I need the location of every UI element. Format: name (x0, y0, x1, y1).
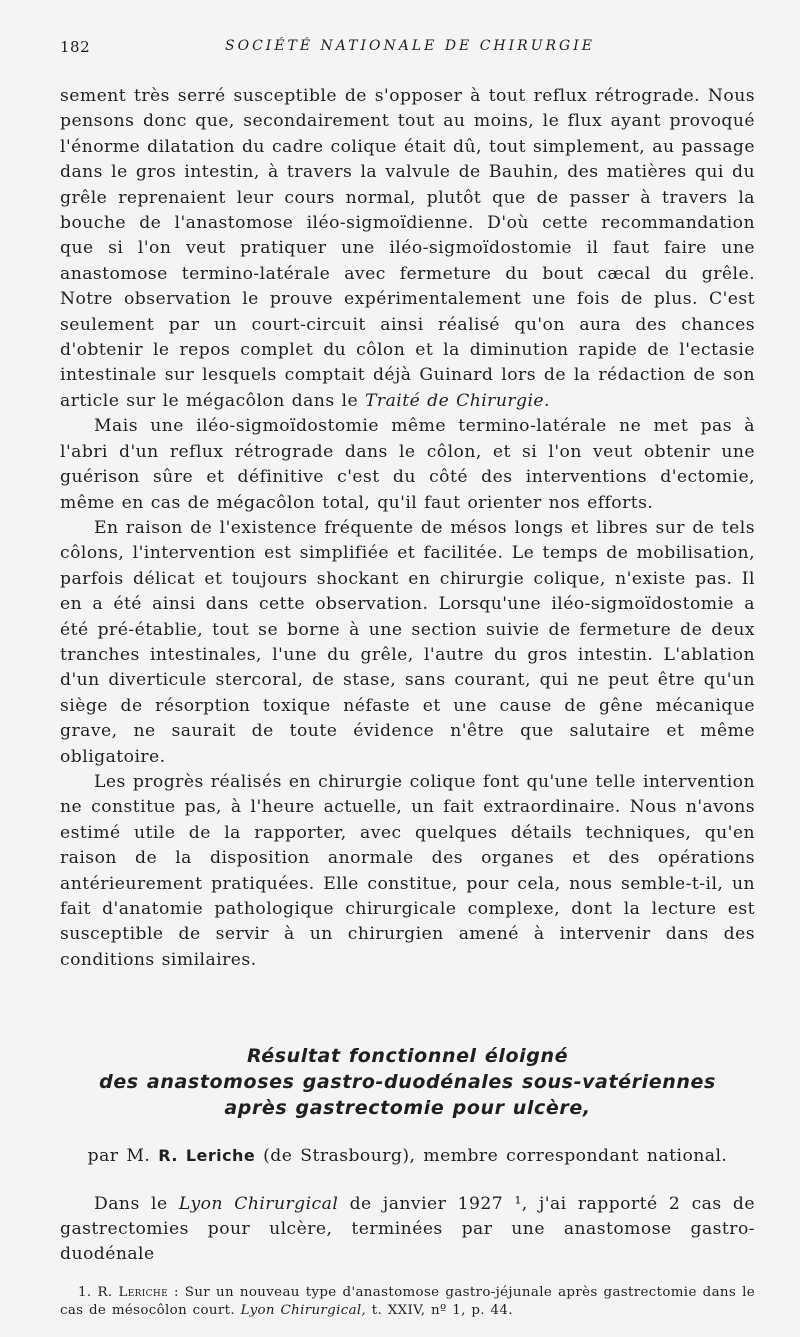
running-head (60, 38, 760, 62)
section-title-line-1: Résultat fonctionnel éloigné (246, 1045, 569, 1068)
page-number: 182 (60, 38, 91, 56)
paragraph-4: Les progrès réalisés en chirurgie colique font qu'une telle intervention ne constitue pas, à l'heure actuelle, un fait extraordinaire. Nous n'avons estimé utile de la rapporter, avec quelques détails techniques, qu'en raison de la disposition anormale des organes et des opérations antérieurement pratiquées. Elle constitue, pour cela, nous semble-t-il, un fait d'anatomie pathologique chirurgicale complexe, dont la lecture est susceptible de servir à un chirurgien amené à intervenir dans des conditions similaires. (60, 771, 755, 970)
footnote-number: 1. (78, 1284, 92, 1300)
section-title (60, 1043, 755, 1121)
footnote-citation: t. XXIV, nº 1, p. 44. (371, 1302, 513, 1318)
paragraph-1-text: sement très serré susceptible de s'opposer à tout reflux rétrograde. Nous pensons donc que, secondairement tout au moins, le flux ayant provoqué l'énorme dilatation du cadre colique était dû, tout simplement, au passage dans le gros intestin, à travers la valvule de Bauhin, des matières qui du grêle reprenaient leur cours normal, plutôt que de passer à travers la bouche de l'anastomose iléo-sigmoïdienne. D'où cette recommandation que si l'on veut pratiquer une iléo-sigmoïdostomie il faut faire une anastomose termino-latérale avec fermeture du bout cæcal du grêle. Notre observation le prouve expérimentalement une fois de plus. C'est seulement par un court-circuit ainsi réalisé qu'on aura des chances d'obtenir le repos complet du côlon et la diminution rapide de l'ectasie intestinale sur lesquels comptait déjà Guinard lors de la rédaction de son article sur le mégacôlon dans le (60, 86, 755, 411)
author-line (60, 1143, 755, 1169)
intro-before: Dans le (94, 1193, 168, 1214)
author-name: R. Leriche (158, 1146, 256, 1166)
intro-journal: Lyon Chirurgical (178, 1193, 339, 1214)
section-title-line-2: des anastomoses gastro-duodénales sous-vatériennes (99, 1071, 716, 1094)
intro-after: de janvier 1927 ¹, j'ai rapporté 2 cas de gastrectomies pour ulcère, terminées par une anastomose gastro-duodénale (60, 1193, 755, 1265)
author-affiliation: (de Strasbourg), membre correspondant national. (263, 1146, 728, 1167)
section-title-line-3: après gastrectomie pour ulcère, (224, 1097, 591, 1120)
intro-paragraph (60, 1192, 755, 1268)
article-body (60, 84, 755, 1333)
journal-title: SOCIÉTÉ NATIONALE DE CHIRURGIE (225, 38, 595, 54)
paragraph-1 (60, 84, 755, 414)
paragraph-1-reference: Traité de Chirurgie. (365, 390, 550, 411)
author-prefix: par M. (87, 1146, 151, 1167)
footnote-text: : Sur un nouveau type d'anastomose gastro-jéjunale après gastrectomie dans le cas de mésocôlon court. (60, 1284, 755, 1318)
footnote (60, 1284, 755, 1320)
footnote-journal: Lyon Chirurgical, (240, 1302, 367, 1318)
paragraph-2: Mais une iléo-sigmoïdostomie même termino-latérale ne met pas à l'abri d'un reflux rétrograde dans le côlon, et si l'on veut obtenir une guérison sûre et définitive c'est du côté des interventions d'ectomie, même en cas de mégacôlon total, qu'il faut orienter nos efforts. (60, 416, 755, 513)
paragraph-3: En raison de l'existence fréquente de mésos longs et libres sur de tels côlons, l'intervention est simplifiée et facilitée. Le temps de mobilisation, parfois délicat et toujours shockant en chirurgie colique, n'existe pas. Il en a été ainsi dans cette observation. Lorsqu'une iléo-sigmoïdostomie a été pré-établie, tout se borne à une section suivie de fermeture de deux tranches intestinales, l'une du grêle, l'autre du gros intestin. L'ablation d'un diverticule stercoral, de stase, sans courant, qui ne peut être qu'un siège de résorption toxique néfaste et une cause de gêne mécanique grave, ne saurait de toute évidence n'être que salutaire et même obligatoire. (60, 517, 755, 767)
footnote-author: R. Leriche (97, 1284, 168, 1300)
